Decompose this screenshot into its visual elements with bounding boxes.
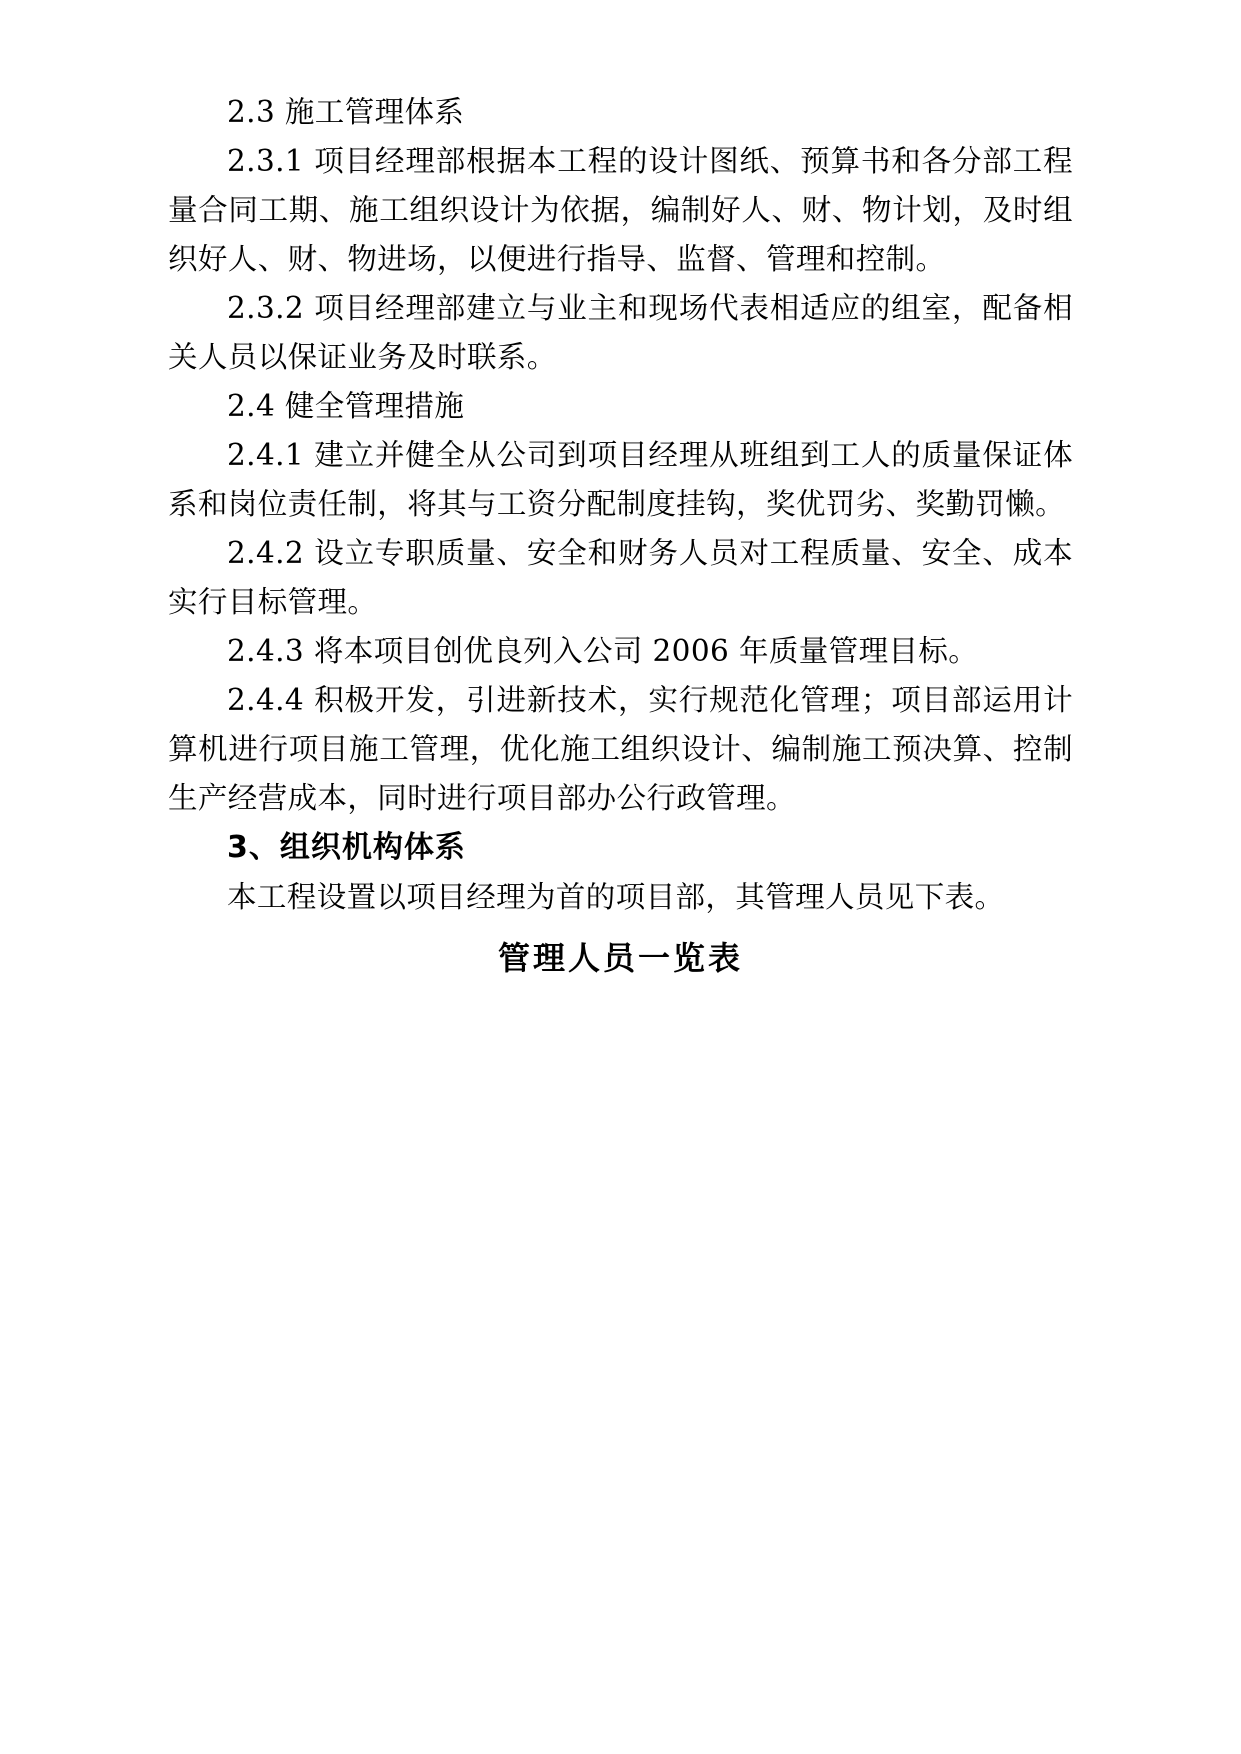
table-title: 管理人员一览表 bbox=[497, 939, 743, 977]
paragraph-section-2-4-1: 2.4.1 建立并健全从公司到项目经理从班组到工人的质量保证体系和岗位责任制，将其与工资分配制度挂钩，奖优罚劣、奖勤罚懒。 bbox=[168, 438, 1073, 521]
paragraph-section-2-3-1: 2.3.1 项目经理部根据本工程的设计图纸、预算书和各分部工程量合同工期、施工组织设计为依据，编制好人、财、物计划，及时组织好人、财、物进场，以便进行指导、监督、管理和控制。 bbox=[168, 144, 1073, 276]
section-heading-3: 3、组织机构体系 bbox=[227, 830, 466, 865]
paragraph-section-2-4: 2.4 健全管理措施 bbox=[227, 389, 465, 423]
paragraph-section-2-3: 2.3 施工管理体系 bbox=[227, 95, 465, 129]
paragraph-section-2-4-2: 2.4.2 设立专职质量、安全和财务人员对工程质量、安全、成本实行目标管理。 bbox=[168, 536, 1073, 619]
page-body bbox=[168, 88, 1073, 984]
paragraph-section-2-4-3: 2.4.3 将本项目创优良列入公司 2006 年质量管理目标。 bbox=[227, 634, 979, 668]
paragraph-closing: 本工程设置以项目经理为首的项目部，其管理人员见下表。 bbox=[227, 880, 1005, 914]
paragraph-section-2-3-2: 2.3.2 项目经理部建立与业主和现场代表相适应的组室，配备相关人员以保证业务及时联系。 bbox=[168, 291, 1073, 374]
paragraph-section-2-4-4: 2.4.4 积极开发，引进新技术，实行规范化管理；项目部运用计算机进行项目施工管理，优化施工组织设计、编制施工预决算、控制生产经营成本，同时进行项目部办公行政管理。 bbox=[168, 683, 1073, 815]
